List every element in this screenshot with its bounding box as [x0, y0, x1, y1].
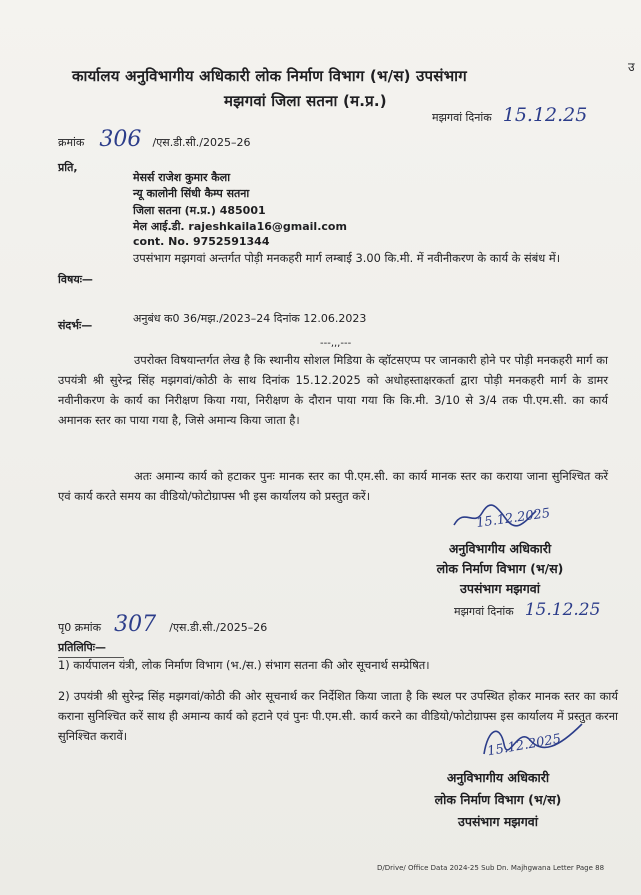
recipient-line-3: जिला सतना (म.प्र.) 485001 [133, 204, 266, 217]
subject-text: उपसंभाग मझगवां अन्तर्गत पोड़ी मनकहरी मार्ग लम्बाई 3.00 कि.मी. में नवीनीकरण के कार्य के संबंध में। [133, 251, 561, 265]
ref-label: क्रमांक [58, 136, 85, 149]
signatory-office-1: उपसंभाग मझगवां [460, 581, 540, 596]
handwritten-date: 15.12.25 [502, 104, 588, 126]
handwritten-ref-number: 306 [99, 127, 142, 152]
sig-date-label: मझगवां दिनांक [454, 605, 514, 618]
sig-handwritten-date: 15.12.25 [524, 600, 601, 620]
signature-date-row-1 [454, 600, 600, 620]
prati-label: प्रति, [58, 161, 78, 174]
copy-item-2: 2) उपयंत्री श्री सुरेन्द्र सिंह मझगवां/कोठी की ओर सूचनार्थ कर निर्देशित किया जाता है कि स्थल पर उपस्थित होकर मानक स्तर का कार्य कराना सुनिश्चित करें साथ ही अमान्य कार्य को हटाने एवं पुनः पी.एम.सी. कार्य करने का वीडियो/फोटोग्राफ्स इस कार्यालय में प्रस्तुत करना सुनिश्चित करावें। [58, 689, 618, 743]
office-header-line1: कार्यालय अनुविभागीय अधिकारी लोक निर्माण विभाग (भ/स) उपसंभाग [72, 67, 467, 85]
copy-label: प्रतिलिपिः— [58, 641, 107, 654]
subject-label: विषयः— [58, 273, 93, 286]
edge-mark: उ [628, 60, 635, 74]
signature-mark-1 [450, 503, 540, 533]
date-label: मझगवां दिनांक [432, 111, 492, 124]
footer-file-path: D/Drive/ Office Data 2024-25 Sub Dn. Majhgwana Letter Page 88 [377, 864, 605, 872]
recipient-contact: cont. No. 9752591344 [133, 235, 270, 248]
signature-mark-2 [478, 718, 588, 762]
signatory-dept-1: लोक निर्माण विभाग (भ/स) [436, 561, 564, 576]
ref-suffix: /एस.डी.सी./2025–26 [152, 136, 251, 149]
signatory-office-2: उपसंभाग मझगवां [458, 814, 538, 829]
body-paragraph-2: अतः अमान्य कार्य को हटाकर पुनः मानक स्तर का पी.एम.सी. का कार्य मानक स्तर का कराया जाना सुनिश्चित करें एवं कार्य करते समय का वीडियो/फोटोग्राफ्स भी इस कार्यालय को प्रस्तुत करें। [58, 469, 608, 503]
recipient-line-1: मेसर्स राजेश कुमार कैला [133, 171, 231, 184]
reference-number-row [58, 127, 250, 152]
reference-text: अनुबंध क0 36/मझ./2023–24 दिनांक 12.06.2023 [133, 312, 367, 325]
ref2-label: पृ0 क्रमांक [58, 621, 102, 634]
separator: ---,,,--- [320, 338, 352, 349]
reference-label: संदर्भः— [58, 319, 93, 332]
signatory-dept-2: लोक निर्माण विभाग (भ/स) [434, 792, 562, 807]
office-header-line2: मझगवां जिला सतना (म.प्र.) [224, 92, 387, 110]
body-paragraph-1: उपरोक्त विषयान्तर्गत लेख है कि स्थानीय सोशल मिडिया के व्हॉटसएप्प पर जानकारी होने पर पोड़ी मनकहरी मार्ग का उपयंत्री श्री सुरेन्द्र सिंह मझगवां/कोठी के साथ दिनांक 15.12.2025 को अधोहस्ताक्षरकर्ता द्वारा पोड़ी मनकहरी मार्ग के डामर नवीनीकरण के कार्य का निरीक्षण किया गया, निरीक्षण के दौरान पाया गया कि कि.मी. 3/10 से 3/4 तक पी.एम.सी. का कार्य अमानक स्तर का पाया गया है, जिसे अमान्य किया जाता है। [58, 353, 608, 427]
handwritten-ref2-number: 307 [114, 612, 157, 637]
endorsement-number-row [58, 612, 267, 637]
ref2-suffix: /एस.डी.सी./2025–26 [169, 621, 268, 634]
dispatch-date-row [432, 104, 587, 126]
signature-scribble-1: 15.12.2025 [475, 505, 552, 532]
copy-item-1: 1) कार्यपालन यंत्री, लोक निर्माण विभाग (भ./स.) संभाग सतना की ओर सूचनार्थ सम्प्रेषित। [58, 658, 430, 672]
signatory-title-2: अनुविभागीय अधिकारी [446, 770, 550, 785]
signature-scribble-2: 15.12.2025 [486, 731, 563, 760]
recipient-email: मेल आई.डी. rajeshkaila16@gmail.com [133, 220, 347, 233]
recipient-line-2: न्यू कालोनी सिंधी कैम्प सतना [133, 187, 250, 200]
signatory-title-1: अनुविभागीय अधिकारी [448, 541, 552, 556]
